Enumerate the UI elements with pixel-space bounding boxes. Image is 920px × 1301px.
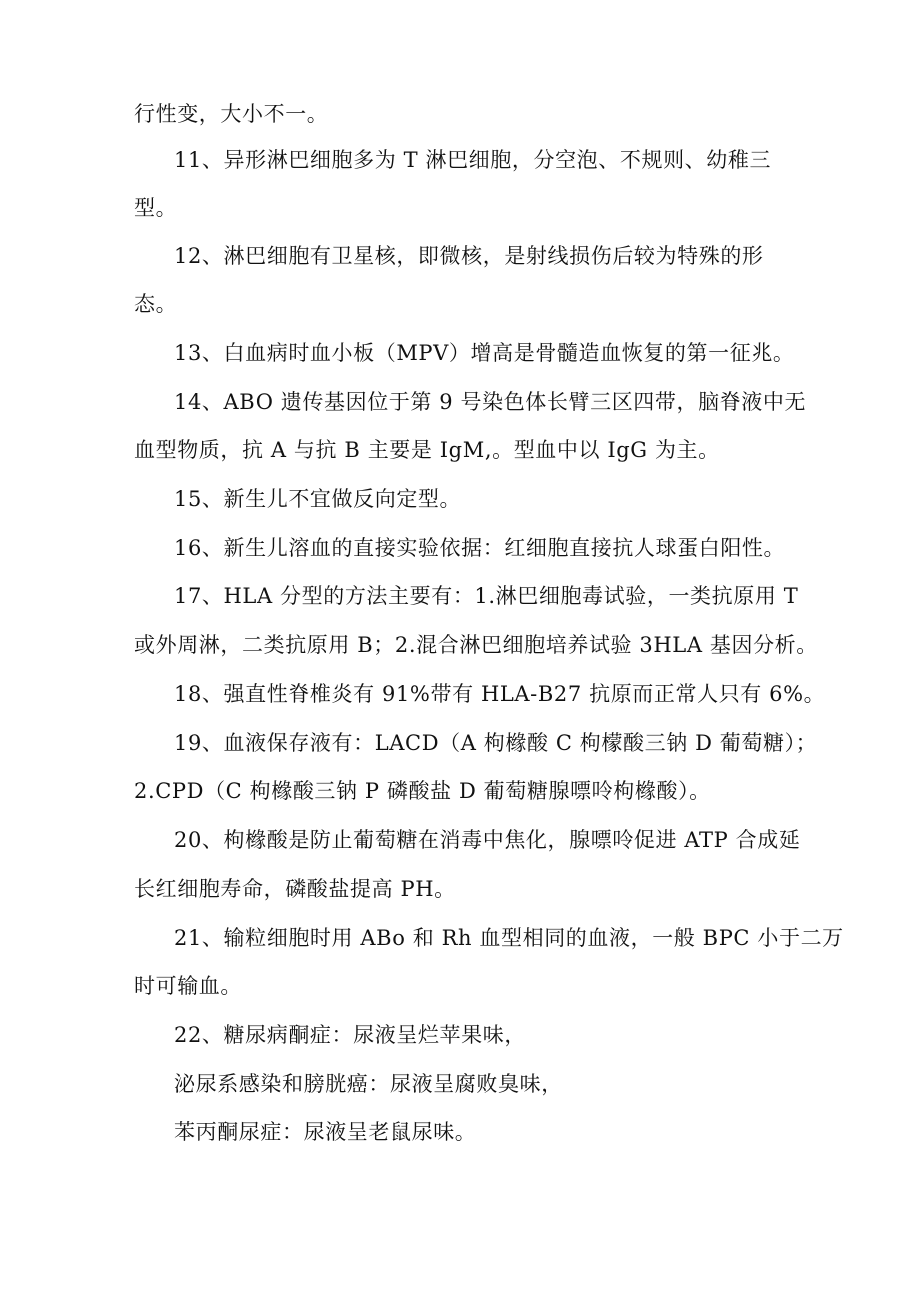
text-line-19: 时可输血。 <box>134 974 242 998</box>
text-line-3: 型。 <box>134 196 178 220</box>
text-line-16: 20、枸橼酸是防止葡萄糖在消毒中焦化，腺嘌呤促进 ATP 合成延 <box>174 828 801 852</box>
text-line-20: 22、糖尿病酮症：尿液呈烂苹果味， <box>174 1023 526 1047</box>
text-line-15: 2.CPD（C 枸橼酸三钠 P 磷酸盐 D 葡萄糖腺嘌呤枸橼酸）。 <box>134 779 711 803</box>
text-line-4: 12、淋巴细胞有卫星核，即微核，是射线损伤后较为特殊的形 <box>174 244 764 268</box>
text-line-13: 18、强直性脊椎炎有 91%带有 HLA-B27 抗原而正常人只有 6%。 <box>174 682 826 706</box>
text-line-6: 13、白血病时血小板（MPV）增高是骨髓造血恢复的第一征兆。 <box>174 341 795 365</box>
text-line-14: 19、血液保存液有：LACD（A 枸橼酸 C 枸檬酸三钠 D 葡萄糖）； <box>174 731 818 755</box>
text-line-1: 行性变，大小不一。 <box>134 102 329 126</box>
text-line-21: 泌尿系感染和膀胱癌：尿液呈腐败臭味， <box>174 1072 563 1096</box>
text-line-10: 16、新生儿溶血的直接实验依据：红细胞直接抗人球蛋白阳性。 <box>174 536 786 560</box>
text-line-11: 17、HLA 分型的方法主要有：1.淋巴细胞毒试验，一类抗原用 T <box>174 584 799 608</box>
text-line-22: 苯丙酮尿症：尿液呈老鼠尿味。 <box>174 1120 477 1144</box>
text-line-7: 14、ABO 遗传基因位于第 9 号染色体长臂三区四带，脑脊液中无 <box>174 390 807 414</box>
text-line-5: 态。 <box>134 292 178 316</box>
text-line-2: 11、异形淋巴细胞多为 T 淋巴细胞，分空泡、不规则、幼稚三 <box>174 148 772 172</box>
text-line-17: 长红细胞寿命，磷酸盐提高 PH。 <box>134 877 456 901</box>
text-line-12: 或外周淋，二类抗原用 B；2.混合淋巴细胞培养试验 3HLA 基因分析。 <box>134 633 818 657</box>
text-line-8: 血型物质，抗 A 与抗 B 主要是 IgM,。型血中以 IgG 为主。 <box>134 438 720 462</box>
text-line-9: 15、新生儿不宜做反向定型。 <box>174 487 462 511</box>
text-line-18: 21、输粒细胞时用 ABo 和 Rh 血型相同的血液，一般 BPC 小于二万 <box>174 926 844 950</box>
